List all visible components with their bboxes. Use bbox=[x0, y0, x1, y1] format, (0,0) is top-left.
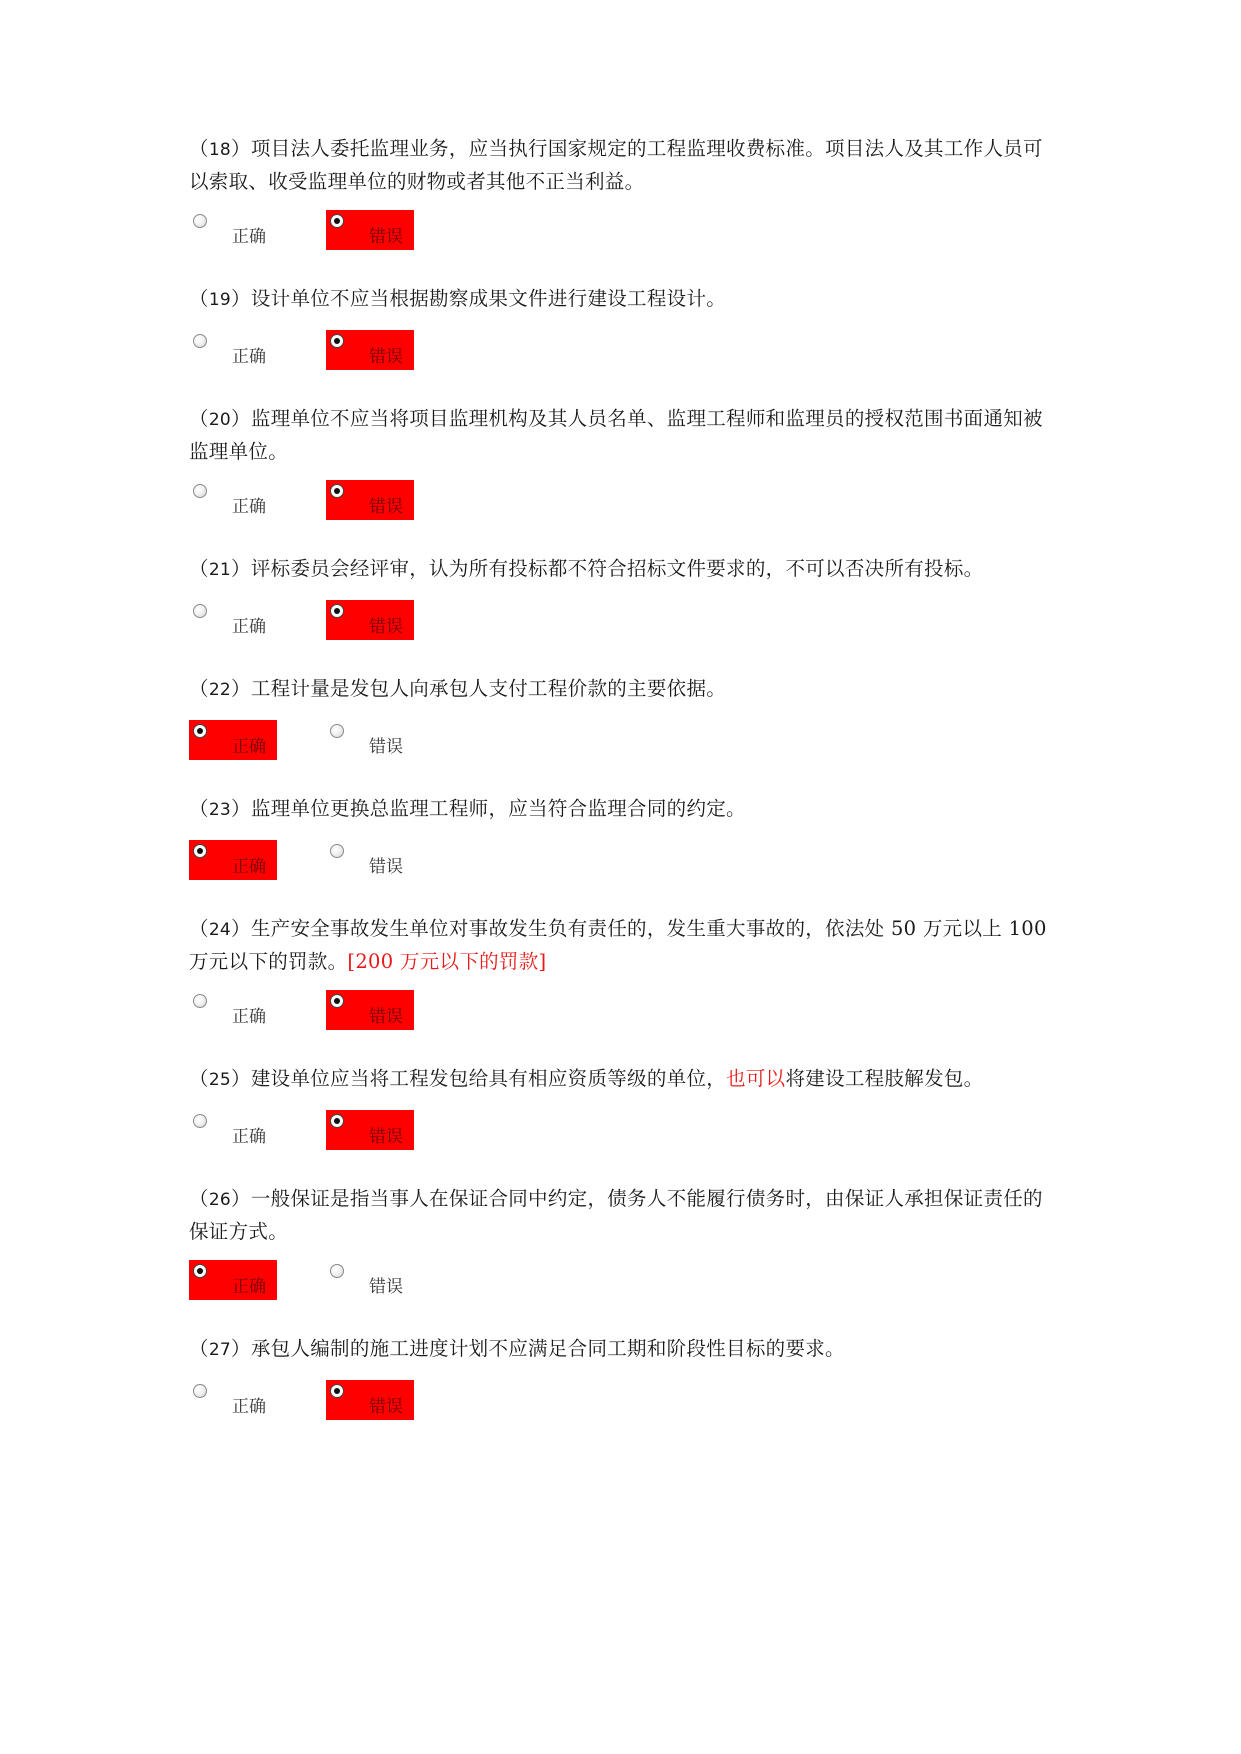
option-label: 正确 bbox=[232, 1007, 266, 1027]
question-text bbox=[189, 1183, 1059, 1248]
question-number: （20） bbox=[189, 407, 251, 430]
option-correct[interactable] bbox=[189, 840, 277, 880]
question-statement: 工程计量是发包人向承包人支付工程价款的主要依据。 bbox=[250, 677, 727, 700]
radio-button-icon[interactable] bbox=[330, 1384, 344, 1398]
question-number: （19） bbox=[189, 287, 251, 310]
radio-button-icon[interactable] bbox=[193, 604, 207, 618]
question-item bbox=[189, 553, 1059, 586]
question-item bbox=[189, 793, 1059, 826]
question-text bbox=[189, 1063, 1059, 1096]
option-label: 正确 bbox=[232, 1277, 266, 1297]
option-label: 正确 bbox=[232, 347, 266, 367]
radio-button-icon[interactable] bbox=[330, 724, 344, 738]
radio-button-icon[interactable] bbox=[330, 334, 344, 348]
option-label: 错误 bbox=[369, 857, 403, 877]
option-correct[interactable] bbox=[189, 480, 277, 520]
radio-button-icon[interactable] bbox=[330, 214, 344, 228]
option-label: 正确 bbox=[232, 1127, 266, 1147]
question-item bbox=[189, 913, 1059, 978]
option-correct[interactable] bbox=[189, 600, 277, 640]
option-label: 错误 bbox=[369, 1007, 403, 1027]
answer-options bbox=[0, 600, 520, 640]
question-item bbox=[189, 1183, 1059, 1248]
radio-button-icon[interactable] bbox=[330, 1264, 344, 1278]
radio-button-icon[interactable] bbox=[193, 1264, 207, 1278]
answer-options bbox=[0, 990, 520, 1030]
radio-button-icon[interactable] bbox=[193, 334, 207, 348]
option-label: 错误 bbox=[369, 737, 403, 757]
option-wrong[interactable] bbox=[326, 210, 414, 250]
option-label: 错误 bbox=[369, 227, 403, 247]
radio-button-icon[interactable] bbox=[193, 844, 207, 858]
radio-button-icon[interactable] bbox=[330, 994, 344, 1008]
option-correct[interactable] bbox=[189, 1260, 277, 1300]
answer-options bbox=[0, 1110, 520, 1150]
option-label: 正确 bbox=[232, 497, 266, 517]
question-number: （18） bbox=[189, 137, 251, 160]
option-wrong[interactable] bbox=[326, 1260, 414, 1300]
option-label: 错误 bbox=[369, 1397, 403, 1417]
question-number: （24） bbox=[189, 917, 251, 940]
question-statement: 监理单位更换总监理工程师，应当符合监理合同的约定。 bbox=[250, 797, 746, 820]
question-item bbox=[189, 403, 1059, 468]
option-label: 正确 bbox=[232, 227, 266, 247]
option-label: 错误 bbox=[369, 497, 403, 517]
question-text bbox=[189, 913, 1059, 978]
option-correct[interactable] bbox=[189, 330, 277, 370]
answer-annotation: [200 万元以下的罚款] bbox=[347, 950, 547, 973]
question-item bbox=[189, 673, 1059, 706]
answer-annotation: 也可以 bbox=[726, 1067, 786, 1090]
question-statement: 生产安全事故发生单位对事故发生负有责任的，发生重大事故的，依法处 50 万元以上 100 万元以下的罚款。 bbox=[189, 917, 1047, 973]
option-label: 正确 bbox=[232, 737, 266, 757]
question-text bbox=[189, 403, 1059, 468]
question-item bbox=[189, 1333, 1059, 1366]
radio-button-icon[interactable] bbox=[193, 1384, 207, 1398]
answer-options bbox=[0, 1380, 520, 1420]
option-label: 错误 bbox=[369, 1127, 403, 1147]
option-label: 正确 bbox=[232, 857, 266, 877]
option-label: 错误 bbox=[369, 617, 403, 637]
radio-button-icon[interactable] bbox=[193, 724, 207, 738]
option-wrong[interactable] bbox=[326, 720, 414, 760]
answer-options bbox=[0, 1260, 520, 1300]
option-label: 正确 bbox=[232, 617, 266, 637]
option-wrong[interactable] bbox=[326, 330, 414, 370]
question-statement-continued: 将建设工程肢解发包。 bbox=[785, 1067, 984, 1090]
question-item bbox=[189, 1063, 1059, 1096]
option-wrong[interactable] bbox=[326, 1110, 414, 1150]
question-number: （26） bbox=[189, 1187, 251, 1210]
radio-button-icon[interactable] bbox=[330, 604, 344, 618]
radio-button-icon[interactable] bbox=[330, 844, 344, 858]
question-text bbox=[189, 793, 1059, 826]
radio-button-icon[interactable] bbox=[193, 994, 207, 1008]
question-statement: 设计单位不应当根据勘察成果文件进行建设工程设计。 bbox=[250, 287, 727, 310]
option-label: 错误 bbox=[369, 347, 403, 367]
answer-options bbox=[0, 210, 520, 250]
option-wrong[interactable] bbox=[326, 840, 414, 880]
question-statement: 承包人编制的施工进度计划不应满足合同工期和阶段性目标的要求。 bbox=[250, 1337, 845, 1360]
answer-options bbox=[0, 840, 520, 880]
radio-button-icon[interactable] bbox=[330, 484, 344, 498]
question-number: （27） bbox=[189, 1337, 251, 1360]
answer-options bbox=[0, 330, 520, 370]
option-correct[interactable] bbox=[189, 990, 277, 1030]
option-correct[interactable] bbox=[189, 1380, 277, 1420]
question-number: （22） bbox=[189, 677, 251, 700]
question-statement: 监理单位不应当将项目监理机构及其人员名单、监理工程师和监理员的授权范围书面通知被监理单位。 bbox=[189, 407, 1043, 463]
option-wrong[interactable] bbox=[326, 480, 414, 520]
radio-button-icon[interactable] bbox=[193, 214, 207, 228]
question-number: （23） bbox=[189, 797, 251, 820]
option-label: 正确 bbox=[232, 1397, 266, 1417]
radio-button-icon[interactable] bbox=[330, 1114, 344, 1128]
question-text bbox=[189, 133, 1059, 198]
option-label: 错误 bbox=[369, 1277, 403, 1297]
question-text bbox=[189, 553, 1059, 586]
question-number: （25） bbox=[189, 1067, 251, 1090]
option-wrong[interactable] bbox=[326, 600, 414, 640]
option-correct[interactable] bbox=[189, 210, 277, 250]
answer-options bbox=[0, 720, 520, 760]
question-statement: 建设单位应当将工程发包给具有相应资质等级的单位， bbox=[250, 1067, 727, 1090]
option-correct[interactable] bbox=[189, 720, 277, 760]
question-item bbox=[189, 133, 1059, 198]
answer-options bbox=[0, 480, 520, 520]
question-text bbox=[189, 673, 1059, 706]
question-text bbox=[189, 1333, 1059, 1366]
question-statement: 一般保证是指当事人在保证合同中约定，债务人不能履行债务时，由保证人承担保证责任的保证方式。 bbox=[189, 1187, 1043, 1243]
question-statement: 项目法人委托监理业务，应当执行国家规定的工程监理收费标准。项目法人及其工作人员可以索取、收受监理单位的财物或者其他不正当利益。 bbox=[189, 137, 1043, 193]
option-correct[interactable] bbox=[189, 1110, 277, 1150]
question-text bbox=[189, 283, 1059, 316]
radio-button-icon[interactable] bbox=[193, 484, 207, 498]
radio-button-icon[interactable] bbox=[193, 1114, 207, 1128]
question-item bbox=[189, 283, 1059, 316]
option-wrong[interactable] bbox=[326, 1380, 414, 1420]
option-wrong[interactable] bbox=[326, 990, 414, 1030]
question-number: （21） bbox=[189, 557, 251, 580]
question-statement: 评标委员会经评审，认为所有投标都不符合招标文件要求的，不可以否决所有投标。 bbox=[250, 557, 984, 580]
